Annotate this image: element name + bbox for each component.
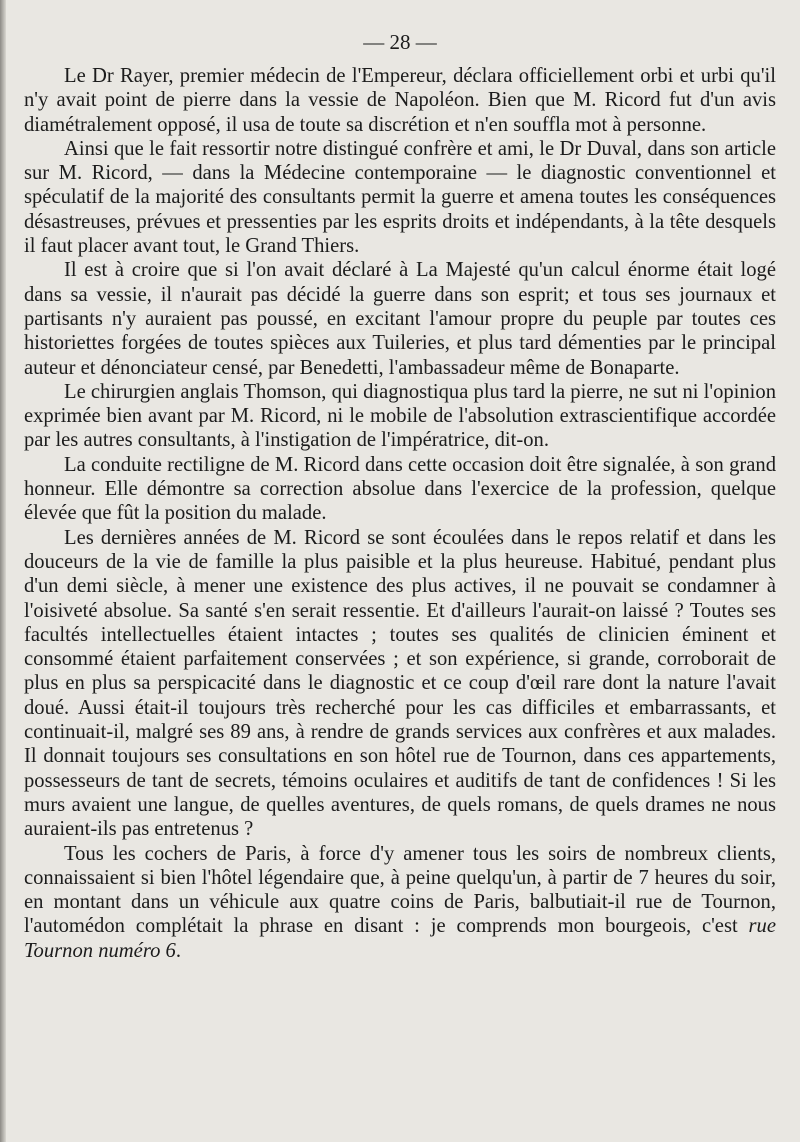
paragraph-thomson: Le chirurgien anglais Thomson, qui diagnostiqua plus tard la pierre, ne sut ni l'opinion exprimée bien avant par M. Ricord, ni le mobile de l'absolution extrascientifique accordée par les autres consultants, à l'instigation de l'impératrice, dit-on. [24, 380, 776, 452]
paragraph-cochers [24, 842, 776, 963]
paragraph-cochers-text: Tous les cochers de Paris, à force d'y amener tous les soirs de nombreux clients, connaissaient si bien l'hôtel légendaire que, à peine quelqu'un, à partir de 7 heures du soir, en montant dans un véhicule aux quatre coins de Paris, balbutiait-il rue de Tournon, l'automédon complétait la phrase en disant : je comprends mon bourgeois, c'est [24, 842, 776, 938]
paragraph-cochers-end: . [175, 939, 181, 962]
paragraph-rayer: Le Dr Rayer, premier médecin de l'Empereur, déclara officiellement orbi et urbi qu'il n'y avait point de pierre dans la vessie de Napoléon. Bien que M. Ricord fut d'un avis diamétralement opposé, il usa de toute sa discrétion et n'en souffla mot à personne. [24, 65, 776, 136]
paragraph-majeste: Il est à croire que si l'on avait déclaré à La Majesté qu'un calcul énorme était logé dans sa vessie, il n'aurait pas décidé la guerre dans son esprit; et tous ses journaux et partisants n'y auraient pas poussé, en excitant l'amour propre du peuple par toutes ces historiettes forgées de toutes spièces aux Tuileries, et plus tard démenties par le principal auteur et dénonciateur censé, par Benedetti, l'ambassadeur même de Bonaparte. [24, 259, 776, 379]
page-number: — 28 — [363, 30, 437, 54]
paragraph-duval: Ainsi que le fait ressortir notre distingué confrère et ami, le Dr Duval, dans son article sur M. Ricord, — dans la Médecine contemporaine — le diagnostic conventionnel et spéculatif de la majorité des consultants permit la guerre et amena toutes les conséquences désastreuses, prévues et pressenties par les esprits droits et indépendants, à la tête desquels il faut placer avant tout, le Grand Thiers. [24, 137, 776, 258]
address-italic: rue Tournon numéro 6 [24, 915, 776, 962]
paragraph-conduite: La conduite rectiligne de M. Ricord dans cette occasion doit être signalée, à son grand honneur. Elle démontre sa correction absolue dans l'exercice de la profession, quelque élevée que fût la position du malade. [24, 453, 776, 525]
scan-edge-shadow [0, 0, 6, 1142]
book-page [24, 30, 776, 963]
body-text [24, 64, 776, 963]
paragraph-dernieres-annees: Les dernières années de M. Ricord se sont écoulées dans le repos relatif et dans les douceurs de la vie de famille la plus paisible et la plus heureuse. Habitué, pendant plus d'un demi siècle, à mener une existence des plus actives, il ne pouvait se condamner à l'oisiveté absolue. Sa santé s'en serait ressentie. Et d'ailleurs l'aurait-on laissé ? Toutes ses facultés intellectuelles étaient intactes ; toutes ses qualités de clinicien éminent et consommé étaient parfaitement conservées ; et son expérience, si grande, corroborait de plus en plus sa perspicacité dans le diagnostic et ce coup d'œil rare dont la nature l'avait doué. Aussi était-il toujours très recherché pour les cas difficiles et embarrassants, et continuait-il, malgré ses 89 ans, à rendre de grands services aux confrères et aux malades. Il donnait toujours ses consultations en son hôtel rue de Tournon, dans ces appartements, possesseurs de tant de secrets, témoins oculaires et auditifs de tant de confidences ! Si les murs avaient une langue, de quelles aventures, de quels romans, de quels drames ne nous auraient-ils pas entretenus ? [24, 526, 776, 841]
